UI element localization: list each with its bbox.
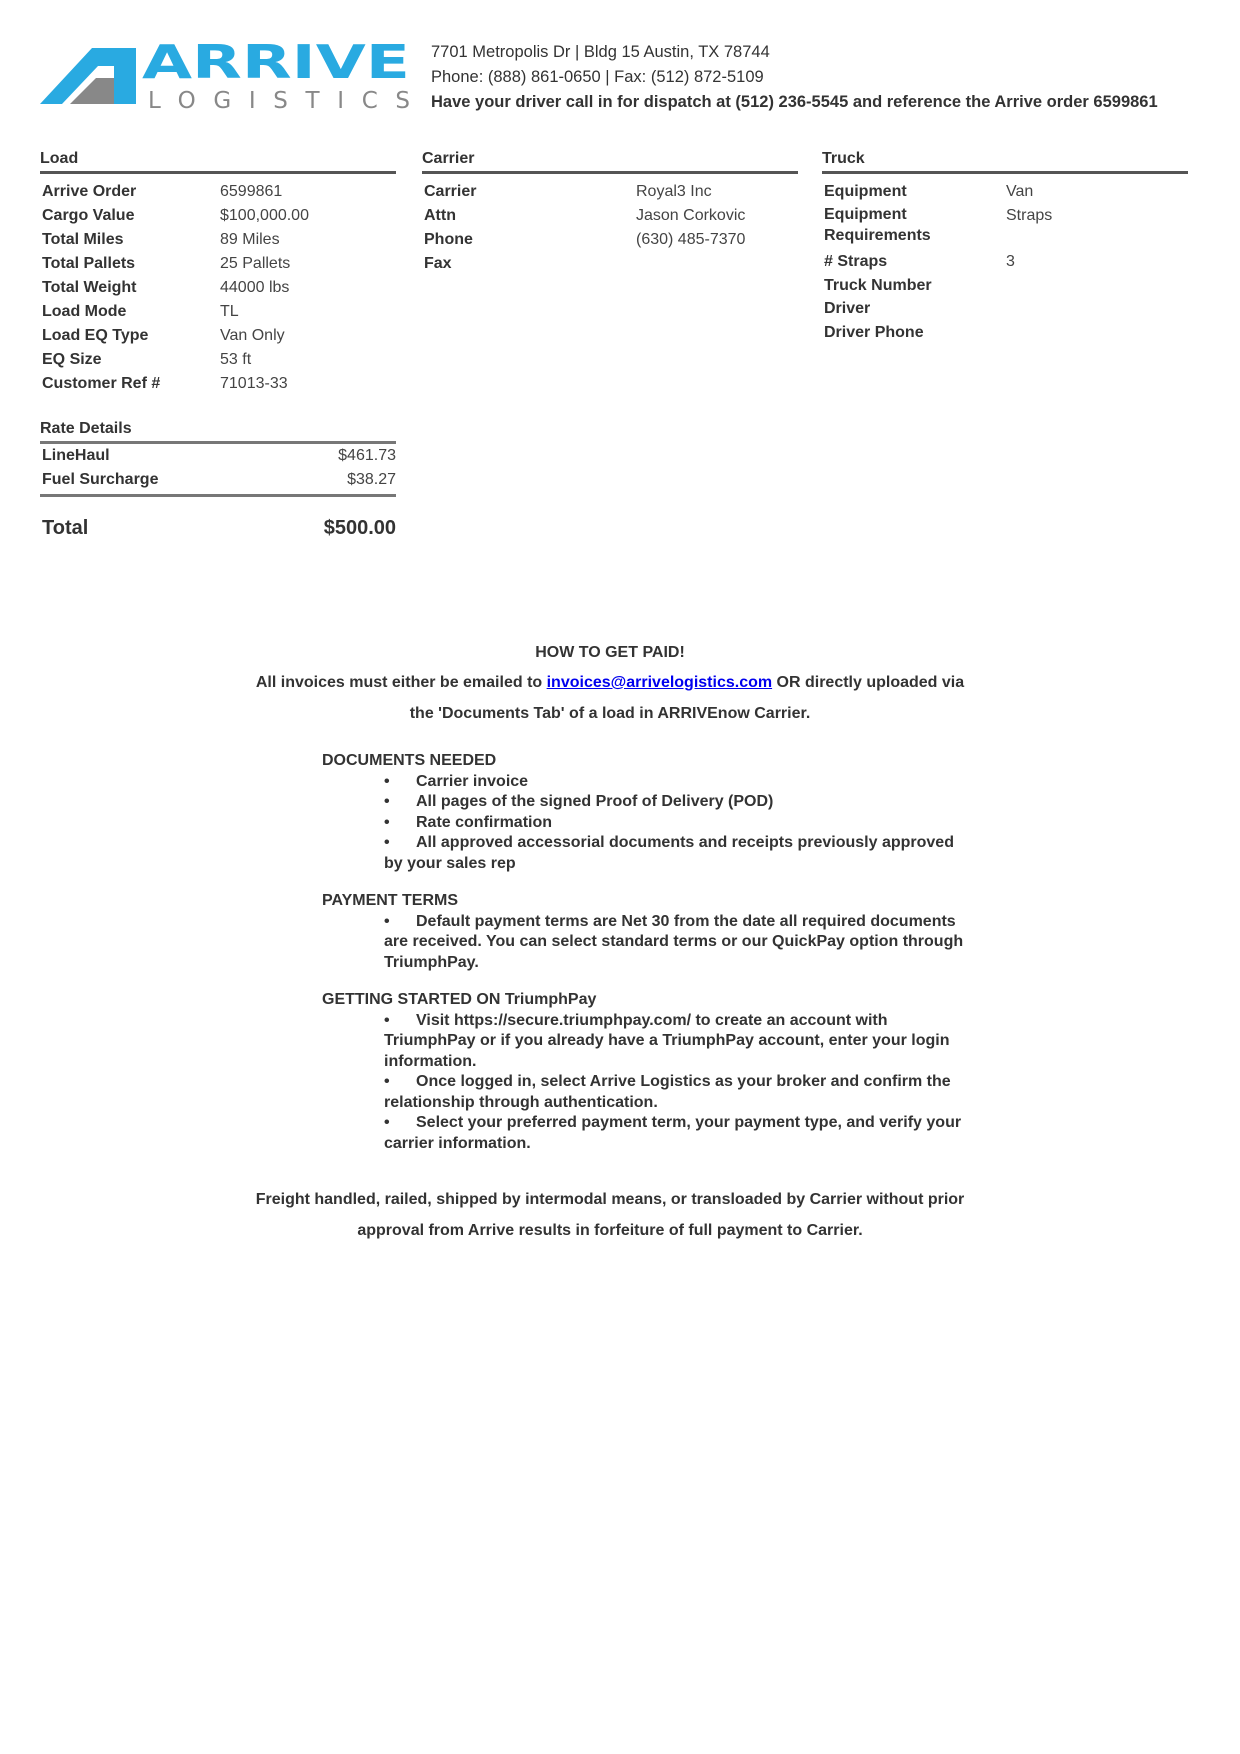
list-item xyxy=(322,1011,972,1073)
rate-details xyxy=(40,420,396,557)
company-address: 7701 Metropolis Dr | Bldg 15 Austin, TX 78744 xyxy=(431,43,770,61)
rate-total xyxy=(40,517,396,557)
rate-row xyxy=(40,468,396,492)
arrive-logistics-logo xyxy=(40,44,412,112)
load-value: 71013-33 xyxy=(220,375,288,392)
carrier-details xyxy=(424,180,800,280)
payment-terms xyxy=(322,891,972,973)
invoice-text-post: OR directly uploaded via xyxy=(772,674,965,691)
load-value: 53 ft xyxy=(220,351,252,368)
rate-label: Fuel Surcharge xyxy=(42,471,159,488)
truck-title: Truck xyxy=(822,150,1188,174)
carrier-value: Royal3 Inc xyxy=(636,183,712,200)
company-phone-fax: Phone: (888) 861-0650 | Fax: (512) 872-5109 xyxy=(431,68,764,86)
list-item-text: Once logged in, select Arrive Logistics as your broker and confirm the relationship through authentication. xyxy=(384,1073,951,1111)
dispatch-note: Have your driver call in for dispatch at (512) 236-5545 and reference the Arrive order 6599861 xyxy=(431,93,1158,111)
invoice-instructions-line2: the 'Documents Tab' of a load in ARRIVEnow Carrier. xyxy=(409,705,811,722)
list-item xyxy=(322,1072,972,1113)
how-to-get-paid-heading: HOW TO GET PAID! xyxy=(535,644,685,661)
bullet: • xyxy=(384,813,390,831)
truck-equipment-label: Equipment xyxy=(824,183,907,200)
invoice-email-link[interactable]: invoices@arrivelogistics.com xyxy=(546,674,773,691)
load-value: 44000 lbs xyxy=(220,279,290,296)
carrier-label: Carrier xyxy=(424,183,477,200)
load-section xyxy=(40,150,396,174)
carrier-value: (630) 485-7370 xyxy=(636,231,746,248)
getting-started-heading: GETTING STARTED ON TriumphPay xyxy=(322,991,597,1008)
logo-text-logistics: LOGISTICS xyxy=(148,88,410,112)
total-value: $500.00 xyxy=(323,517,396,539)
list-item xyxy=(322,792,972,813)
carrier-title: Carrier xyxy=(422,150,798,174)
invoice-text-pre: All invoices must either be emailed to xyxy=(255,674,547,691)
getting-started xyxy=(322,990,972,1154)
rate-row xyxy=(40,444,396,468)
load-title: Load xyxy=(40,150,396,174)
bullet: • xyxy=(384,1011,390,1029)
invoice-instructions-line1 xyxy=(230,674,990,692)
truck-section xyxy=(822,150,1188,174)
load-label: Total Pallets xyxy=(42,255,136,272)
list-item-text: Visit https://secure.triumphpay.com/ to create an account with TriumphPay or if you already have a TriumphPay account, enter your login information. xyxy=(384,1011,950,1070)
truck-driver-label: Driver xyxy=(824,300,871,317)
list-item-text: All approved accessorial documents and receipts previously approved by your sales rep xyxy=(384,834,954,872)
list-item xyxy=(322,772,972,793)
carrier-label: Phone xyxy=(424,231,473,248)
truck-eq-req-label xyxy=(824,204,931,246)
load-label: Total Miles xyxy=(42,231,124,248)
load-details xyxy=(42,180,398,400)
list-item-text: All pages of the signed Proof of Delivery (POD) xyxy=(416,793,774,810)
carrier-label: Fax xyxy=(424,255,452,272)
list-item-text: Carrier invoice xyxy=(416,772,529,790)
bullet: • xyxy=(384,1073,390,1090)
list-item-text: Default payment terms are Net 30 from the date all required documents are received. You can select standard terms or our QuickPay option through TriumphPay. xyxy=(384,912,964,971)
load-value: TL xyxy=(220,303,239,320)
bullet: • xyxy=(384,834,390,851)
documents-heading: DOCUMENTS NEEDED xyxy=(322,752,497,769)
documents-needed xyxy=(322,751,972,874)
rate-title: Rate Details xyxy=(40,420,396,444)
truck-eq-req-label-line1: Equipment xyxy=(824,206,907,223)
load-value: 25 Pallets xyxy=(220,255,291,272)
truck-eq-req-value: Straps xyxy=(1006,207,1053,224)
carrier-value: Jason Corkovic xyxy=(636,207,746,224)
list-item-text: Rate confirmation xyxy=(416,813,553,831)
load-label: Arrive Order xyxy=(42,183,137,200)
truck-eq-req-label-line2: Requirements xyxy=(824,227,931,244)
load-value: Van Only xyxy=(220,327,285,344)
logo-mark xyxy=(40,44,412,112)
bullet: • xyxy=(384,772,390,790)
list-item xyxy=(322,833,972,874)
company-header xyxy=(431,40,1158,115)
bullet: • xyxy=(384,793,390,810)
load-label: EQ Size xyxy=(42,351,102,368)
bullet: • xyxy=(384,912,390,930)
carrier-section xyxy=(422,150,798,174)
list-item xyxy=(322,813,972,834)
load-label: Load EQ Type xyxy=(42,327,149,344)
truck-number-label: Truck Number xyxy=(824,277,932,294)
rate-label: LineHaul xyxy=(42,447,110,464)
truck-equipment-value: Van xyxy=(1006,183,1034,200)
truck-details xyxy=(824,180,1190,350)
list-item xyxy=(322,912,972,974)
load-label: Customer Ref # xyxy=(42,375,161,392)
payment-terms-heading: PAYMENT TERMS xyxy=(322,892,459,909)
load-value: 6599861 xyxy=(220,183,283,200)
logo-text-arrive: ARRIVE xyxy=(142,44,410,89)
load-label: Cargo Value xyxy=(42,207,135,224)
load-value: $100,000.00 xyxy=(220,207,309,224)
load-label: Total Weight xyxy=(42,279,137,296)
list-item xyxy=(322,1113,972,1154)
load-value: 89 Miles xyxy=(220,231,280,248)
carrier-label: Attn xyxy=(424,207,456,224)
truck-straps-label: # Straps xyxy=(824,253,888,270)
bullet: • xyxy=(384,1114,390,1131)
truck-driver-phone-label: Driver Phone xyxy=(824,324,924,341)
rate-divider xyxy=(40,494,396,497)
truck-straps-value: 3 xyxy=(1006,253,1015,270)
list-item-text: Select your preferred payment term, your payment type, and verify your carrier information. xyxy=(384,1114,962,1152)
load-label: Load Mode xyxy=(42,303,127,320)
total-label: Total xyxy=(42,517,89,539)
rate-value: $38.27 xyxy=(347,471,396,488)
freight-notice: Freight handled, railed, shipped by intermodal means, or transloaded by Carrier without prior approval from Arrive results in forfeiture of full payment to Carrier. xyxy=(255,1191,965,1239)
rate-value: $461.73 xyxy=(338,447,396,464)
